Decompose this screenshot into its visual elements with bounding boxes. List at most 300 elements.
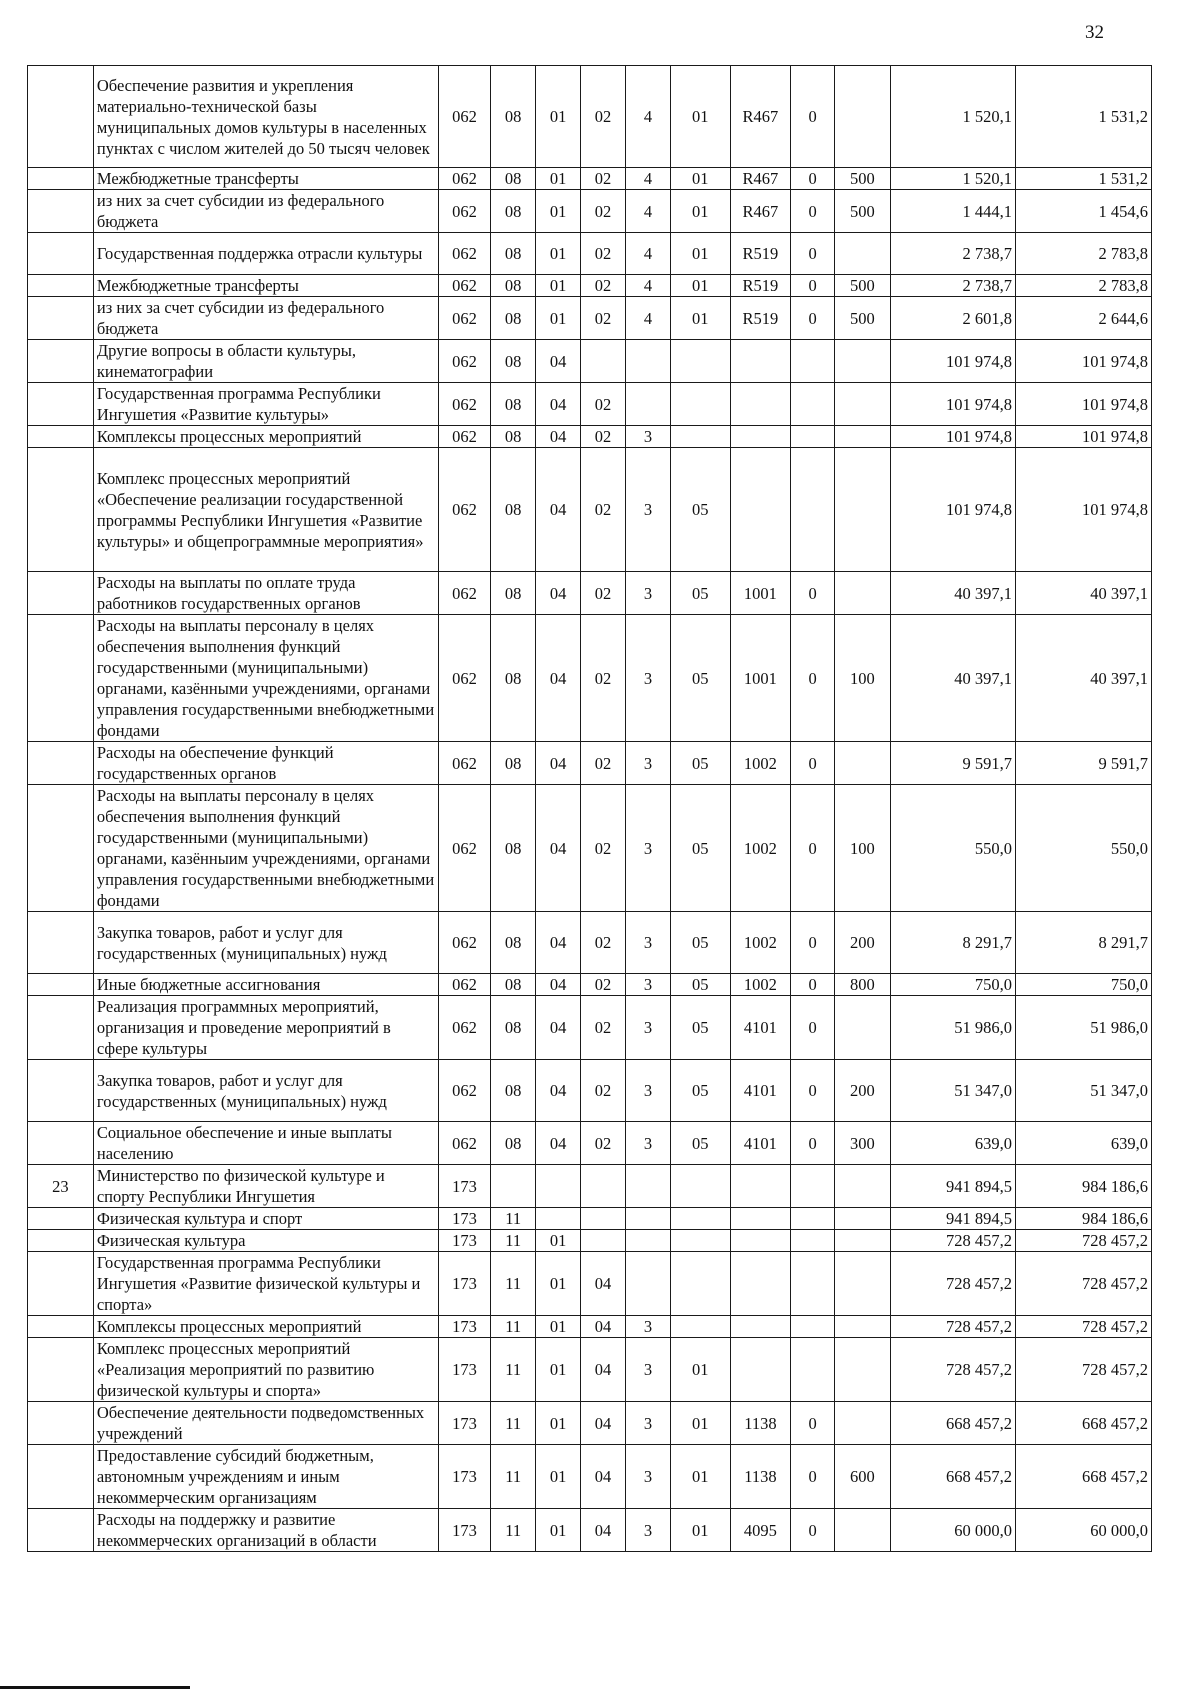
- row-number-cell: [28, 1208, 94, 1230]
- table-row: [28, 1122, 1152, 1165]
- table-row: [28, 1509, 1152, 1552]
- code-program-cell: 04: [581, 1316, 626, 1338]
- code-admin-cell: 062: [438, 912, 490, 974]
- code-section-cell: [491, 1165, 536, 1208]
- code-subsection-cell: [536, 1165, 581, 1208]
- code-type-cell: 3: [626, 1060, 671, 1122]
- amount-year1-cell: 40 397,1: [890, 572, 1015, 615]
- row-name-cell: Предоставление субсидий бюджетным, автономным учреждениям и иным некоммерческим организациям: [93, 1445, 438, 1509]
- code-direction-cell: R467: [730, 66, 791, 168]
- code-expense-type-cell: [835, 1402, 890, 1445]
- page-edge-mark: [0, 1686, 190, 1689]
- code-section-cell: 08: [491, 233, 536, 275]
- code-subsection-cell: [536, 1208, 581, 1230]
- code-subsection-cell: 04: [536, 912, 581, 974]
- code-section-cell: 08: [491, 448, 536, 572]
- code-direction-cell: 4095: [730, 1509, 791, 1552]
- code-subprogram-cell: 05: [670, 1060, 730, 1122]
- code-program-cell: 02: [581, 912, 626, 974]
- amount-year2-cell: 668 457,2: [1015, 1402, 1151, 1445]
- code-direction-cell: 1002: [730, 742, 791, 785]
- code-admin-cell: 062: [438, 297, 490, 340]
- code-subprogram-cell: 01: [670, 275, 730, 297]
- amount-year2-cell: 2 783,8: [1015, 275, 1151, 297]
- code-type-cell: 3: [626, 742, 671, 785]
- code-direction-cell: 1138: [730, 1402, 791, 1445]
- code-admin-cell: 062: [438, 785, 490, 912]
- row-number-cell: [28, 996, 94, 1060]
- amount-year2-cell: 550,0: [1015, 785, 1151, 912]
- amount-year2-cell: 101 974,8: [1015, 426, 1151, 448]
- code-program-cell: 02: [581, 168, 626, 190]
- amount-year2-cell: 51 347,0: [1015, 1060, 1151, 1122]
- code-type-cell: 4: [626, 66, 671, 168]
- row-name-cell: Комплекс процессных мероприятий «Обеспечение реализации государственной программы Республики Ингушетия «Развитие культуры» и общепрограммные мероприятия»: [93, 448, 438, 572]
- code-expense-type-cell: 200: [835, 912, 890, 974]
- code-subprogram-cell: 05: [670, 996, 730, 1060]
- code-direction-cell: 4101: [730, 996, 791, 1060]
- code-section-cell: 08: [491, 742, 536, 785]
- row-name-cell: Межбюджетные трансферты: [93, 275, 438, 297]
- row-number-cell: [28, 615, 94, 742]
- code-admin-cell: 062: [438, 426, 490, 448]
- code-expense-type-cell: [835, 572, 890, 615]
- table-row: [28, 572, 1152, 615]
- code-admin-cell: 062: [438, 190, 490, 233]
- row-name-cell: из них за счет субсидии из федерального бюджета: [93, 297, 438, 340]
- code-admin-cell: 062: [438, 275, 490, 297]
- amount-year1-cell: 51 347,0: [890, 1060, 1015, 1122]
- code-sub-cell: [791, 1165, 835, 1208]
- code-direction-cell: [730, 1208, 791, 1230]
- row-name-cell: Расходы на выплаты персоналу в целях обеспечения выполнения функций государственными (муниципальными) органами, казёнными учреждениями, органами управления государственными внебюджетными фондами: [93, 615, 438, 742]
- code-expense-type-cell: 500: [835, 190, 890, 233]
- table-row: [28, 168, 1152, 190]
- code-direction-cell: R519: [730, 297, 791, 340]
- code-type-cell: 3: [626, 1122, 671, 1165]
- amount-year1-cell: 750,0: [890, 974, 1015, 996]
- table-row: [28, 1445, 1152, 1509]
- code-direction-cell: [730, 448, 791, 572]
- code-section-cell: 08: [491, 275, 536, 297]
- code-direction-cell: [730, 1338, 791, 1402]
- code-admin-cell: 173: [438, 1338, 490, 1402]
- code-sub-cell: [791, 426, 835, 448]
- row-name-cell: Расходы на поддержку и развитие некоммерческих организаций в области: [93, 1509, 438, 1552]
- code-type-cell: 3: [626, 1338, 671, 1402]
- code-section-cell: 08: [491, 190, 536, 233]
- code-admin-cell: 173: [438, 1208, 490, 1230]
- code-program-cell: 02: [581, 190, 626, 233]
- code-direction-cell: 1002: [730, 974, 791, 996]
- code-sub-cell: [791, 1316, 835, 1338]
- table-row: [28, 340, 1152, 383]
- row-number-cell: [28, 1230, 94, 1252]
- code-section-cell: 08: [491, 168, 536, 190]
- code-type-cell: 4: [626, 275, 671, 297]
- row-number-cell: [28, 572, 94, 615]
- row-name-cell: Обеспечение деятельности подведомственных учреждений: [93, 1402, 438, 1445]
- code-section-cell: 08: [491, 615, 536, 742]
- code-direction-cell: [730, 1252, 791, 1316]
- code-type-cell: 4: [626, 190, 671, 233]
- amount-year1-cell: 639,0: [890, 1122, 1015, 1165]
- code-subsection-cell: 04: [536, 1122, 581, 1165]
- row-name-cell: Закупка товаров, работ и услуг для государственных (муниципальных) нужд: [93, 1060, 438, 1122]
- amount-year1-cell: 668 457,2: [890, 1445, 1015, 1509]
- row-name-cell: Обеспечение развития и укрепления материально-технической базы муниципальных домов культуры в населенных пунктах с числом жителей до 50 тысяч человек: [93, 66, 438, 168]
- code-expense-type-cell: [835, 233, 890, 275]
- code-expense-type-cell: [835, 1252, 890, 1316]
- code-program-cell: 02: [581, 66, 626, 168]
- row-number-cell: [28, 912, 94, 974]
- row-number-cell: [28, 1316, 94, 1338]
- code-program-cell: 04: [581, 1338, 626, 1402]
- code-expense-type-cell: 500: [835, 275, 890, 297]
- code-sub-cell: [791, 1252, 835, 1316]
- code-type-cell: 4: [626, 233, 671, 275]
- code-expense-type-cell: 200: [835, 1060, 890, 1122]
- amount-year1-cell: 40 397,1: [890, 615, 1015, 742]
- row-name-cell: Закупка товаров, работ и услуг для государственных (муниципальных) нужд: [93, 912, 438, 974]
- code-subprogram-cell: [670, 1208, 730, 1230]
- code-program-cell: [581, 1165, 626, 1208]
- code-subprogram-cell: 05: [670, 448, 730, 572]
- amount-year1-cell: 1 520,1: [890, 66, 1015, 168]
- code-type-cell: 3: [626, 448, 671, 572]
- code-subsection-cell: 01: [536, 1230, 581, 1252]
- code-sub-cell: 0: [791, 912, 835, 974]
- page-number: 32: [1085, 22, 1104, 43]
- amount-year2-cell: 639,0: [1015, 1122, 1151, 1165]
- code-subprogram-cell: [670, 340, 730, 383]
- row-name-cell: из них за счет субсидии из федерального бюджета: [93, 190, 438, 233]
- amount-year2-cell: 9 591,7: [1015, 742, 1151, 785]
- code-sub-cell: 0: [791, 1402, 835, 1445]
- table-row: [28, 297, 1152, 340]
- code-type-cell: [626, 1252, 671, 1316]
- code-subprogram-cell: 01: [670, 233, 730, 275]
- code-expense-type-cell: [835, 1338, 890, 1402]
- code-subprogram-cell: 01: [670, 1402, 730, 1445]
- code-expense-type-cell: [835, 340, 890, 383]
- code-subprogram-cell: 01: [670, 1509, 730, 1552]
- code-subsection-cell: 04: [536, 974, 581, 996]
- amount-year2-cell: 728 457,2: [1015, 1230, 1151, 1252]
- row-name-cell: Расходы на выплаты по оплате труда работников государственных органов: [93, 572, 438, 615]
- code-subsection-cell: 04: [536, 340, 581, 383]
- code-admin-cell: 173: [438, 1230, 490, 1252]
- code-section-cell: 11: [491, 1230, 536, 1252]
- table-row: [28, 785, 1152, 912]
- code-type-cell: 4: [626, 297, 671, 340]
- code-section-cell: 11: [491, 1252, 536, 1316]
- row-number-cell: [28, 974, 94, 996]
- code-type-cell: 3: [626, 996, 671, 1060]
- code-direction-cell: 1138: [730, 1445, 791, 1509]
- code-type-cell: 3: [626, 1402, 671, 1445]
- code-subsection-cell: 01: [536, 1445, 581, 1509]
- code-subprogram-cell: [670, 1252, 730, 1316]
- code-section-cell: 11: [491, 1338, 536, 1402]
- code-subprogram-cell: 01: [670, 1445, 730, 1509]
- code-subsection-cell: 04: [536, 785, 581, 912]
- amount-year1-cell: 728 457,2: [890, 1230, 1015, 1252]
- code-section-cell: 08: [491, 1122, 536, 1165]
- code-program-cell: 04: [581, 1252, 626, 1316]
- code-type-cell: 3: [626, 572, 671, 615]
- code-expense-type-cell: [835, 383, 890, 426]
- code-expense-type-cell: 300: [835, 1122, 890, 1165]
- code-expense-type-cell: [835, 1509, 890, 1552]
- code-admin-cell: 062: [438, 1122, 490, 1165]
- code-admin-cell: 062: [438, 1060, 490, 1122]
- code-admin-cell: 062: [438, 168, 490, 190]
- code-subprogram-cell: 05: [670, 785, 730, 912]
- row-number-cell: [28, 426, 94, 448]
- amount-year2-cell: 8 291,7: [1015, 912, 1151, 974]
- code-subprogram-cell: 05: [670, 572, 730, 615]
- row-name-cell: Расходы на выплаты персоналу в целях обеспечения выполнения функций государственными (муниципальными) органами, казённыим учреждениями, органами управления государственными внебюджетными фондами: [93, 785, 438, 912]
- code-sub-cell: 0: [791, 996, 835, 1060]
- row-name-cell: Комплекс процессных мероприятий «Реализация мероприятий по развитию физической культуры и спорта»: [93, 1338, 438, 1402]
- code-subsection-cell: 01: [536, 1252, 581, 1316]
- table-row: [28, 190, 1152, 233]
- code-subsection-cell: 04: [536, 426, 581, 448]
- amount-year2-cell: 750,0: [1015, 974, 1151, 996]
- code-sub-cell: 0: [791, 1060, 835, 1122]
- code-direction-cell: 1001: [730, 615, 791, 742]
- code-program-cell: 02: [581, 1122, 626, 1165]
- code-direction-cell: [730, 383, 791, 426]
- row-number-cell: [28, 1445, 94, 1509]
- code-program-cell: 02: [581, 974, 626, 996]
- amount-year1-cell: 101 974,8: [890, 340, 1015, 383]
- row-number-cell: [28, 168, 94, 190]
- code-direction-cell: R519: [730, 275, 791, 297]
- code-subprogram-cell: [670, 1230, 730, 1252]
- code-type-cell: 3: [626, 785, 671, 912]
- code-direction-cell: 1002: [730, 785, 791, 912]
- amount-year2-cell: 101 974,8: [1015, 383, 1151, 426]
- row-name-cell: Иные бюджетные ассигнования: [93, 974, 438, 996]
- code-subprogram-cell: [670, 1165, 730, 1208]
- amount-year2-cell: 984 186,6: [1015, 1165, 1151, 1208]
- row-number-cell: [28, 1122, 94, 1165]
- code-direction-cell: 4101: [730, 1060, 791, 1122]
- amount-year1-cell: 9 591,7: [890, 742, 1015, 785]
- code-direction-cell: [730, 340, 791, 383]
- amount-year2-cell: 101 974,8: [1015, 340, 1151, 383]
- row-number-cell: [28, 1060, 94, 1122]
- code-expense-type-cell: [835, 66, 890, 168]
- code-sub-cell: 0: [791, 233, 835, 275]
- code-section-cell: 08: [491, 1060, 536, 1122]
- amount-year1-cell: 2 738,7: [890, 275, 1015, 297]
- code-sub-cell: [791, 1208, 835, 1230]
- table-row: [28, 1208, 1152, 1230]
- row-name-cell: Социальное обеспечение и иные выплаты населению: [93, 1122, 438, 1165]
- code-admin-cell: 062: [438, 448, 490, 572]
- code-direction-cell: R467: [730, 190, 791, 233]
- code-type-cell: [626, 340, 671, 383]
- row-number-cell: [28, 190, 94, 233]
- code-expense-type-cell: 800: [835, 974, 890, 996]
- amount-year2-cell: 2 783,8: [1015, 233, 1151, 275]
- amount-year1-cell: 51 986,0: [890, 996, 1015, 1060]
- code-expense-type-cell: [835, 1316, 890, 1338]
- table-row: [28, 1338, 1152, 1402]
- code-section-cell: 08: [491, 996, 536, 1060]
- code-section-cell: 11: [491, 1445, 536, 1509]
- code-type-cell: 3: [626, 974, 671, 996]
- code-expense-type-cell: [835, 996, 890, 1060]
- code-direction-cell: 1002: [730, 912, 791, 974]
- code-direction-cell: [730, 426, 791, 448]
- code-subprogram-cell: 01: [670, 1338, 730, 1402]
- table-row: [28, 426, 1152, 448]
- row-number-cell: [28, 785, 94, 912]
- table-row: [28, 1165, 1152, 1208]
- code-subprogram-cell: [670, 426, 730, 448]
- table-row: [28, 448, 1152, 572]
- code-direction-cell: R467: [730, 168, 791, 190]
- code-sub-cell: 0: [791, 1509, 835, 1552]
- code-section-cell: 08: [491, 974, 536, 996]
- code-sub-cell: 0: [791, 66, 835, 168]
- code-admin-cell: 173: [438, 1316, 490, 1338]
- row-number-cell: [28, 742, 94, 785]
- table-row: [28, 1402, 1152, 1445]
- code-type-cell: 4: [626, 168, 671, 190]
- code-subsection-cell: 01: [536, 1316, 581, 1338]
- amount-year2-cell: 51 986,0: [1015, 996, 1151, 1060]
- amount-year1-cell: 668 457,2: [890, 1402, 1015, 1445]
- code-expense-type-cell: 500: [835, 297, 890, 340]
- code-expense-type-cell: [835, 1208, 890, 1230]
- row-number-cell: [28, 275, 94, 297]
- code-program-cell: 02: [581, 572, 626, 615]
- code-direction-cell: [730, 1316, 791, 1338]
- amount-year2-cell: 1 454,6: [1015, 190, 1151, 233]
- amount-year2-cell: 1 531,2: [1015, 66, 1151, 168]
- code-program-cell: [581, 1230, 626, 1252]
- table-row: [28, 66, 1152, 168]
- table-row: [28, 233, 1152, 275]
- code-type-cell: 3: [626, 912, 671, 974]
- code-subprogram-cell: 05: [670, 912, 730, 974]
- row-number-cell: [28, 66, 94, 168]
- row-number-cell: [28, 1252, 94, 1316]
- code-type-cell: 3: [626, 1509, 671, 1552]
- code-program-cell: 02: [581, 785, 626, 912]
- code-expense-type-cell: 600: [835, 1445, 890, 1509]
- code-sub-cell: 0: [791, 297, 835, 340]
- code-admin-cell: 062: [438, 996, 490, 1060]
- code-type-cell: 3: [626, 1316, 671, 1338]
- amount-year1-cell: 101 974,8: [890, 426, 1015, 448]
- code-admin-cell: 173: [438, 1445, 490, 1509]
- code-section-cell: 11: [491, 1509, 536, 1552]
- code-direction-cell: 4101: [730, 1122, 791, 1165]
- amount-year2-cell: 984 186,6: [1015, 1208, 1151, 1230]
- amount-year1-cell: 101 974,8: [890, 383, 1015, 426]
- code-subsection-cell: 01: [536, 275, 581, 297]
- table-row: [28, 912, 1152, 974]
- budget-table: [27, 65, 1152, 1552]
- code-subsection-cell: 04: [536, 383, 581, 426]
- code-admin-cell: 062: [438, 340, 490, 383]
- code-type-cell: [626, 1230, 671, 1252]
- code-type-cell: 3: [626, 615, 671, 742]
- code-sub-cell: 0: [791, 974, 835, 996]
- row-name-cell: Комплексы процессных мероприятий: [93, 1316, 438, 1338]
- code-section-cell: 08: [491, 912, 536, 974]
- table-row: [28, 1060, 1152, 1122]
- amount-year1-cell: 941 894,5: [890, 1208, 1015, 1230]
- code-program-cell: 02: [581, 615, 626, 742]
- code-admin-cell: 062: [438, 66, 490, 168]
- code-direction-cell: [730, 1165, 791, 1208]
- code-admin-cell: 173: [438, 1509, 490, 1552]
- amount-year1-cell: 941 894,5: [890, 1165, 1015, 1208]
- code-section-cell: 08: [491, 785, 536, 912]
- amount-year1-cell: 2 601,8: [890, 297, 1015, 340]
- row-number-cell: [28, 448, 94, 572]
- code-subprogram-cell: 01: [670, 168, 730, 190]
- code-subsection-cell: 01: [536, 1338, 581, 1402]
- amount-year1-cell: 728 457,2: [890, 1316, 1015, 1338]
- table-row: [28, 275, 1152, 297]
- code-subprogram-cell: 05: [670, 742, 730, 785]
- amount-year1-cell: 728 457,2: [890, 1338, 1015, 1402]
- table-row: [28, 615, 1152, 742]
- code-subsection-cell: 01: [536, 1402, 581, 1445]
- row-name-cell: Государственная программа Республики Ингушетия «Развитие культуры»: [93, 383, 438, 426]
- code-expense-type-cell: [835, 1165, 890, 1208]
- code-admin-cell: 173: [438, 1402, 490, 1445]
- code-admin-cell: 062: [438, 742, 490, 785]
- code-subprogram-cell: 01: [670, 297, 730, 340]
- code-admin-cell: 062: [438, 383, 490, 426]
- amount-year2-cell: 1 531,2: [1015, 168, 1151, 190]
- code-subprogram-cell: [670, 383, 730, 426]
- code-admin-cell: 062: [438, 615, 490, 742]
- code-admin-cell: 062: [438, 233, 490, 275]
- code-subsection-cell: 04: [536, 742, 581, 785]
- code-subsection-cell: 01: [536, 297, 581, 340]
- code-expense-type-cell: [835, 1230, 890, 1252]
- amount-year2-cell: 728 457,2: [1015, 1338, 1151, 1402]
- code-program-cell: 02: [581, 1060, 626, 1122]
- code-program-cell: 02: [581, 383, 626, 426]
- code-program-cell: 02: [581, 996, 626, 1060]
- code-subprogram-cell: [670, 1316, 730, 1338]
- code-expense-type-cell: [835, 448, 890, 572]
- code-direction-cell: [730, 1230, 791, 1252]
- code-section-cell: 11: [491, 1402, 536, 1445]
- code-program-cell: 02: [581, 297, 626, 340]
- amount-year1-cell: 1 520,1: [890, 168, 1015, 190]
- row-number-cell: [28, 1338, 94, 1402]
- code-section-cell: 08: [491, 340, 536, 383]
- code-program-cell: 04: [581, 1509, 626, 1552]
- table-row: [28, 996, 1152, 1060]
- code-subprogram-cell: 01: [670, 66, 730, 168]
- row-number-cell: [28, 297, 94, 340]
- row-number-cell: [28, 1402, 94, 1445]
- row-number-cell: [28, 233, 94, 275]
